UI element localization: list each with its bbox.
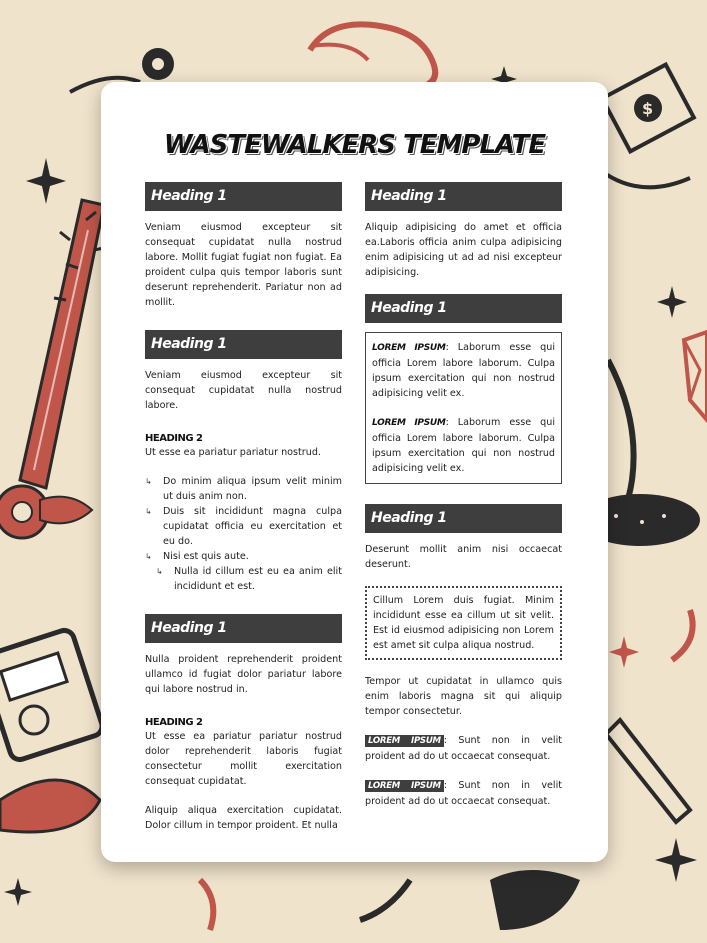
tagged-paragraph — [365, 733, 562, 764]
callout-text: : Laborum esse qui officia Lorem labore laborum. Culpa ipsum exercitation qui non nostrud adipisicing velit ex. — [372, 417, 555, 474]
tag-text: : Sunt non in velit proident ad do ut occaecat consequat. — [365, 780, 562, 807]
dotted-box-text: Cillum Lorem duis fugiat. Minim incididunt esse ea cillum ut sit velit. Est id eiusmod adipisicing non Lorem est amet sit culpa aliqua nostrud. — [373, 595, 554, 651]
heading-2: HEADING 2 — [145, 717, 203, 728]
list-item-nested: ↳ Nulla id cillum est eu ea anim elit incididunt et est. — [145, 564, 342, 594]
callout-label: LOREM IPSUM — [372, 343, 446, 353]
heading-1: Heading 1 — [365, 294, 562, 323]
paragraph: Aliquip aliqua exercitation cupidatat. Dolor cillum in tempor proident. Et nulla — [145, 805, 342, 831]
list-item: ↳ Nisi est quis aute. — [145, 549, 342, 564]
right-column — [365, 182, 562, 809]
dotted-box — [365, 586, 562, 660]
paragraph: Ut esse ea pariatur pariatur nostrud. — [145, 447, 321, 458]
lorem-tag: LOREM IPSUM — [365, 735, 444, 747]
heading-1: Heading 1 — [145, 182, 342, 211]
heading-1: Heading 1 — [145, 330, 342, 359]
tag-text: : Sunt non in velit proident ad do ut occaecat consequat. — [365, 735, 562, 762]
paragraph: Veniam eiusmod excepteur sit consequat cupidatat nulla nostrud labore. — [145, 370, 342, 411]
template-page — [101, 82, 608, 862]
paragraph: Nulla proident reprehenderit proident ullamco id fugiat dolor pariatur labore qui labore nostrud in. — [145, 654, 342, 695]
heading-1: Heading 1 — [145, 614, 342, 643]
paragraph: Tempor ut cupidatat in ullamco quis enim laboris magna sit qui aliquip tempor consectetur. — [365, 676, 562, 717]
tagged-paragraph — [365, 778, 562, 809]
list-item: ↳ Duis sit incididunt magna culpa cupidatat officia eu exercitation et eu do. — [145, 504, 342, 549]
paragraph: Veniam eiusmod excepteur sit consequat cupidatat nulla nostrud labore. Mollit fugiat fugiat non fugiat. Ea proident culpa quis tempor laboris sunt deserunt reprehenderit. Pariatur non ad mollit. — [145, 222, 342, 308]
left-column — [145, 182, 342, 833]
heading-1: Heading 1 — [365, 504, 562, 533]
paragraph: Aliquip adipisicing do amet et officia ea.Laboris officia anim culpa adipisicing enim adipisicing ut ad ad nisi excepteur adipisicing. — [365, 222, 562, 278]
lorem-tag: LOREM IPSUM — [365, 780, 444, 792]
callout-paragraph — [372, 340, 555, 401]
bullet-list — [145, 474, 342, 594]
svg-text:$: $ — [642, 99, 654, 118]
page-title: WASTEWALKERS TEMPLATE — [163, 130, 546, 160]
list-item: ↳ Do minim aliqua ipsum velit minim ut duis anim non. — [145, 474, 342, 504]
paragraph: Ut esse ea pariatur pariatur nostrud dolor reprehenderit laboris fugiat consectetur mollit exercitation consequat cupidatat. — [145, 731, 342, 787]
paragraph: Deserunt mollit anim nisi occaecat deserunt. — [365, 544, 562, 570]
callout-text: : Laborum esse qui officia Lorem labore laborum. Culpa ipsum exercitation qui non nostrud adipisicing velit ex. — [372, 342, 555, 399]
callout-paragraph — [372, 415, 555, 476]
heading-1: Heading 1 — [365, 182, 562, 211]
heading-2: HEADING 2 — [145, 433, 203, 444]
callout-box — [365, 332, 562, 484]
callout-label: LOREM IPSUM — [372, 418, 446, 428]
